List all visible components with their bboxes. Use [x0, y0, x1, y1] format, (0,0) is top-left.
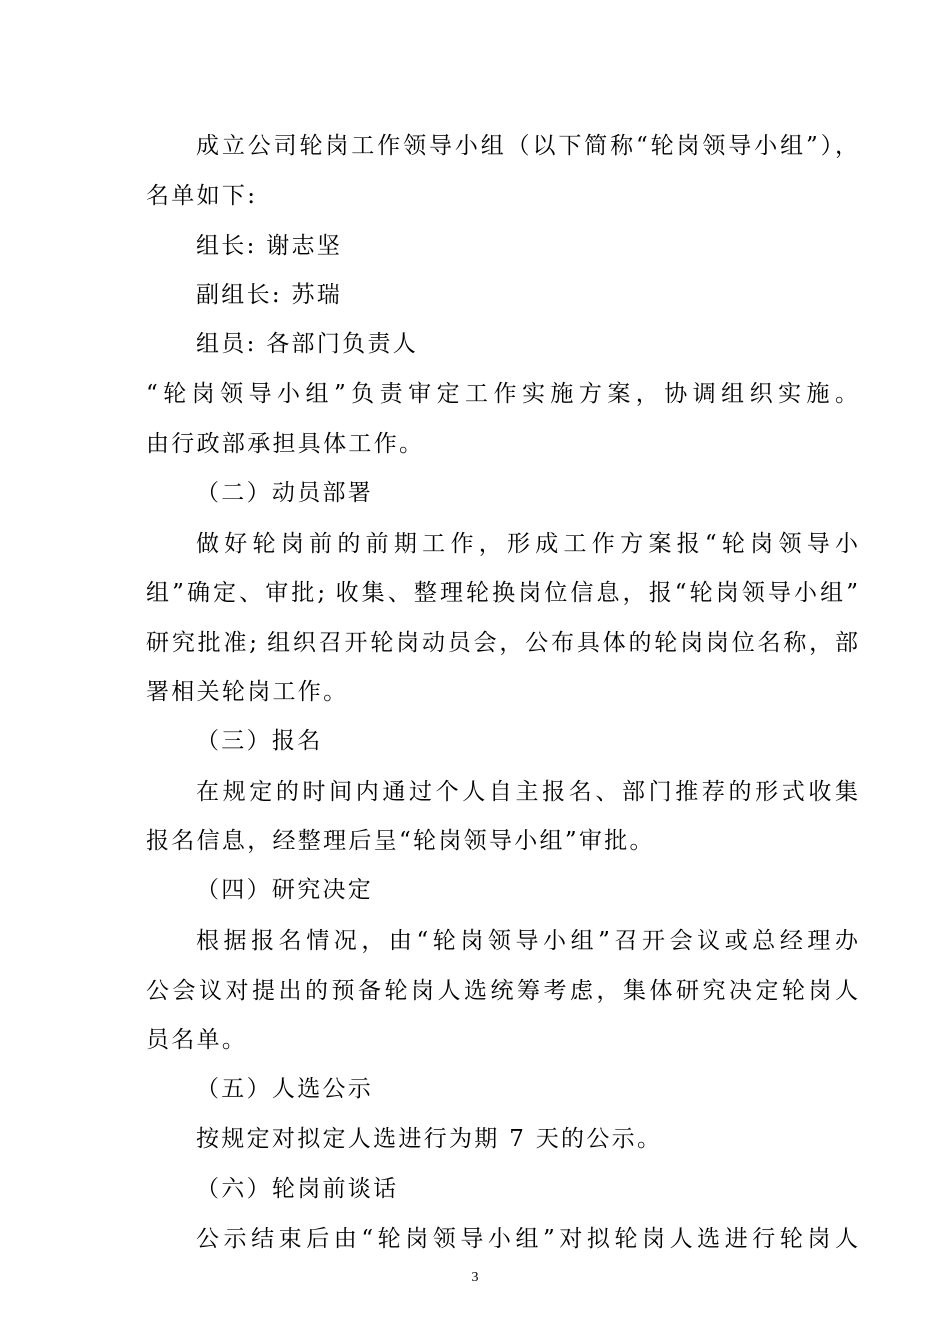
paragraph-line: 按规定对拟定人选进行为期 7 天的公示。 [196, 1126, 663, 1152]
paragraph-line: 名单如下: [146, 183, 258, 209]
paragraph-line: 署相关轮岗工作。 [146, 679, 349, 705]
paragraph-line: 做好轮岗前的前期工作，形成工作方案报“轮岗领导小 [196, 531, 858, 557]
page-number: 3 [471, 1270, 479, 1285]
paragraph-line: 报名信息，经整理后呈“轮岗领导小组”审批。 [146, 828, 655, 854]
paragraph-line: 根据报名情况，由“轮岗领导小组”召开会议或总经理办 [196, 928, 858, 954]
paragraph-line: “轮岗领导小组”负责审定工作实施方案，协调组织实施。 [146, 381, 858, 407]
paragraph-line: 副组长: 苏瑞 [196, 282, 343, 308]
paragraph-line: 组”确定、审批; 收集、整理轮换岗位信息，报“轮岗领导小组” [146, 580, 858, 606]
paragraph-line: 由行政部承担具体工作。 [146, 431, 425, 457]
paragraph-line: 研究批准; 组织召开轮岗动员会，公布具体的轮岗岗位名称，部 [146, 630, 858, 656]
paragraph-line: 组员: 各部门负责人 [196, 331, 419, 357]
paragraph-line: 组长: 谢志坚 [196, 233, 343, 259]
section-heading: （二）动员部署 [196, 480, 374, 506]
section-heading: （四）研究决定 [196, 877, 374, 903]
paragraph-line: 员名单。 [146, 1027, 248, 1053]
paragraph-line: 公示结束后由“轮岗领导小组”对拟轮岗人选进行轮岗人 [196, 1226, 858, 1252]
paragraph-line: 公会议对提出的预备轮岗人选统筹考虑，集体研究决定轮岗人 [146, 978, 858, 1004]
paragraph-line: 成立公司轮岗工作领导小组（以下简称“轮岗领导小组”）， [196, 133, 858, 159]
section-heading: （六）轮岗前谈话 [196, 1176, 399, 1202]
paragraph-line: 在规定的时间内通过个人自主报名、部门推荐的形式收集 [196, 779, 858, 805]
section-heading: （五）人选公示 [196, 1076, 374, 1102]
section-heading: （三）报名 [196, 728, 323, 754]
